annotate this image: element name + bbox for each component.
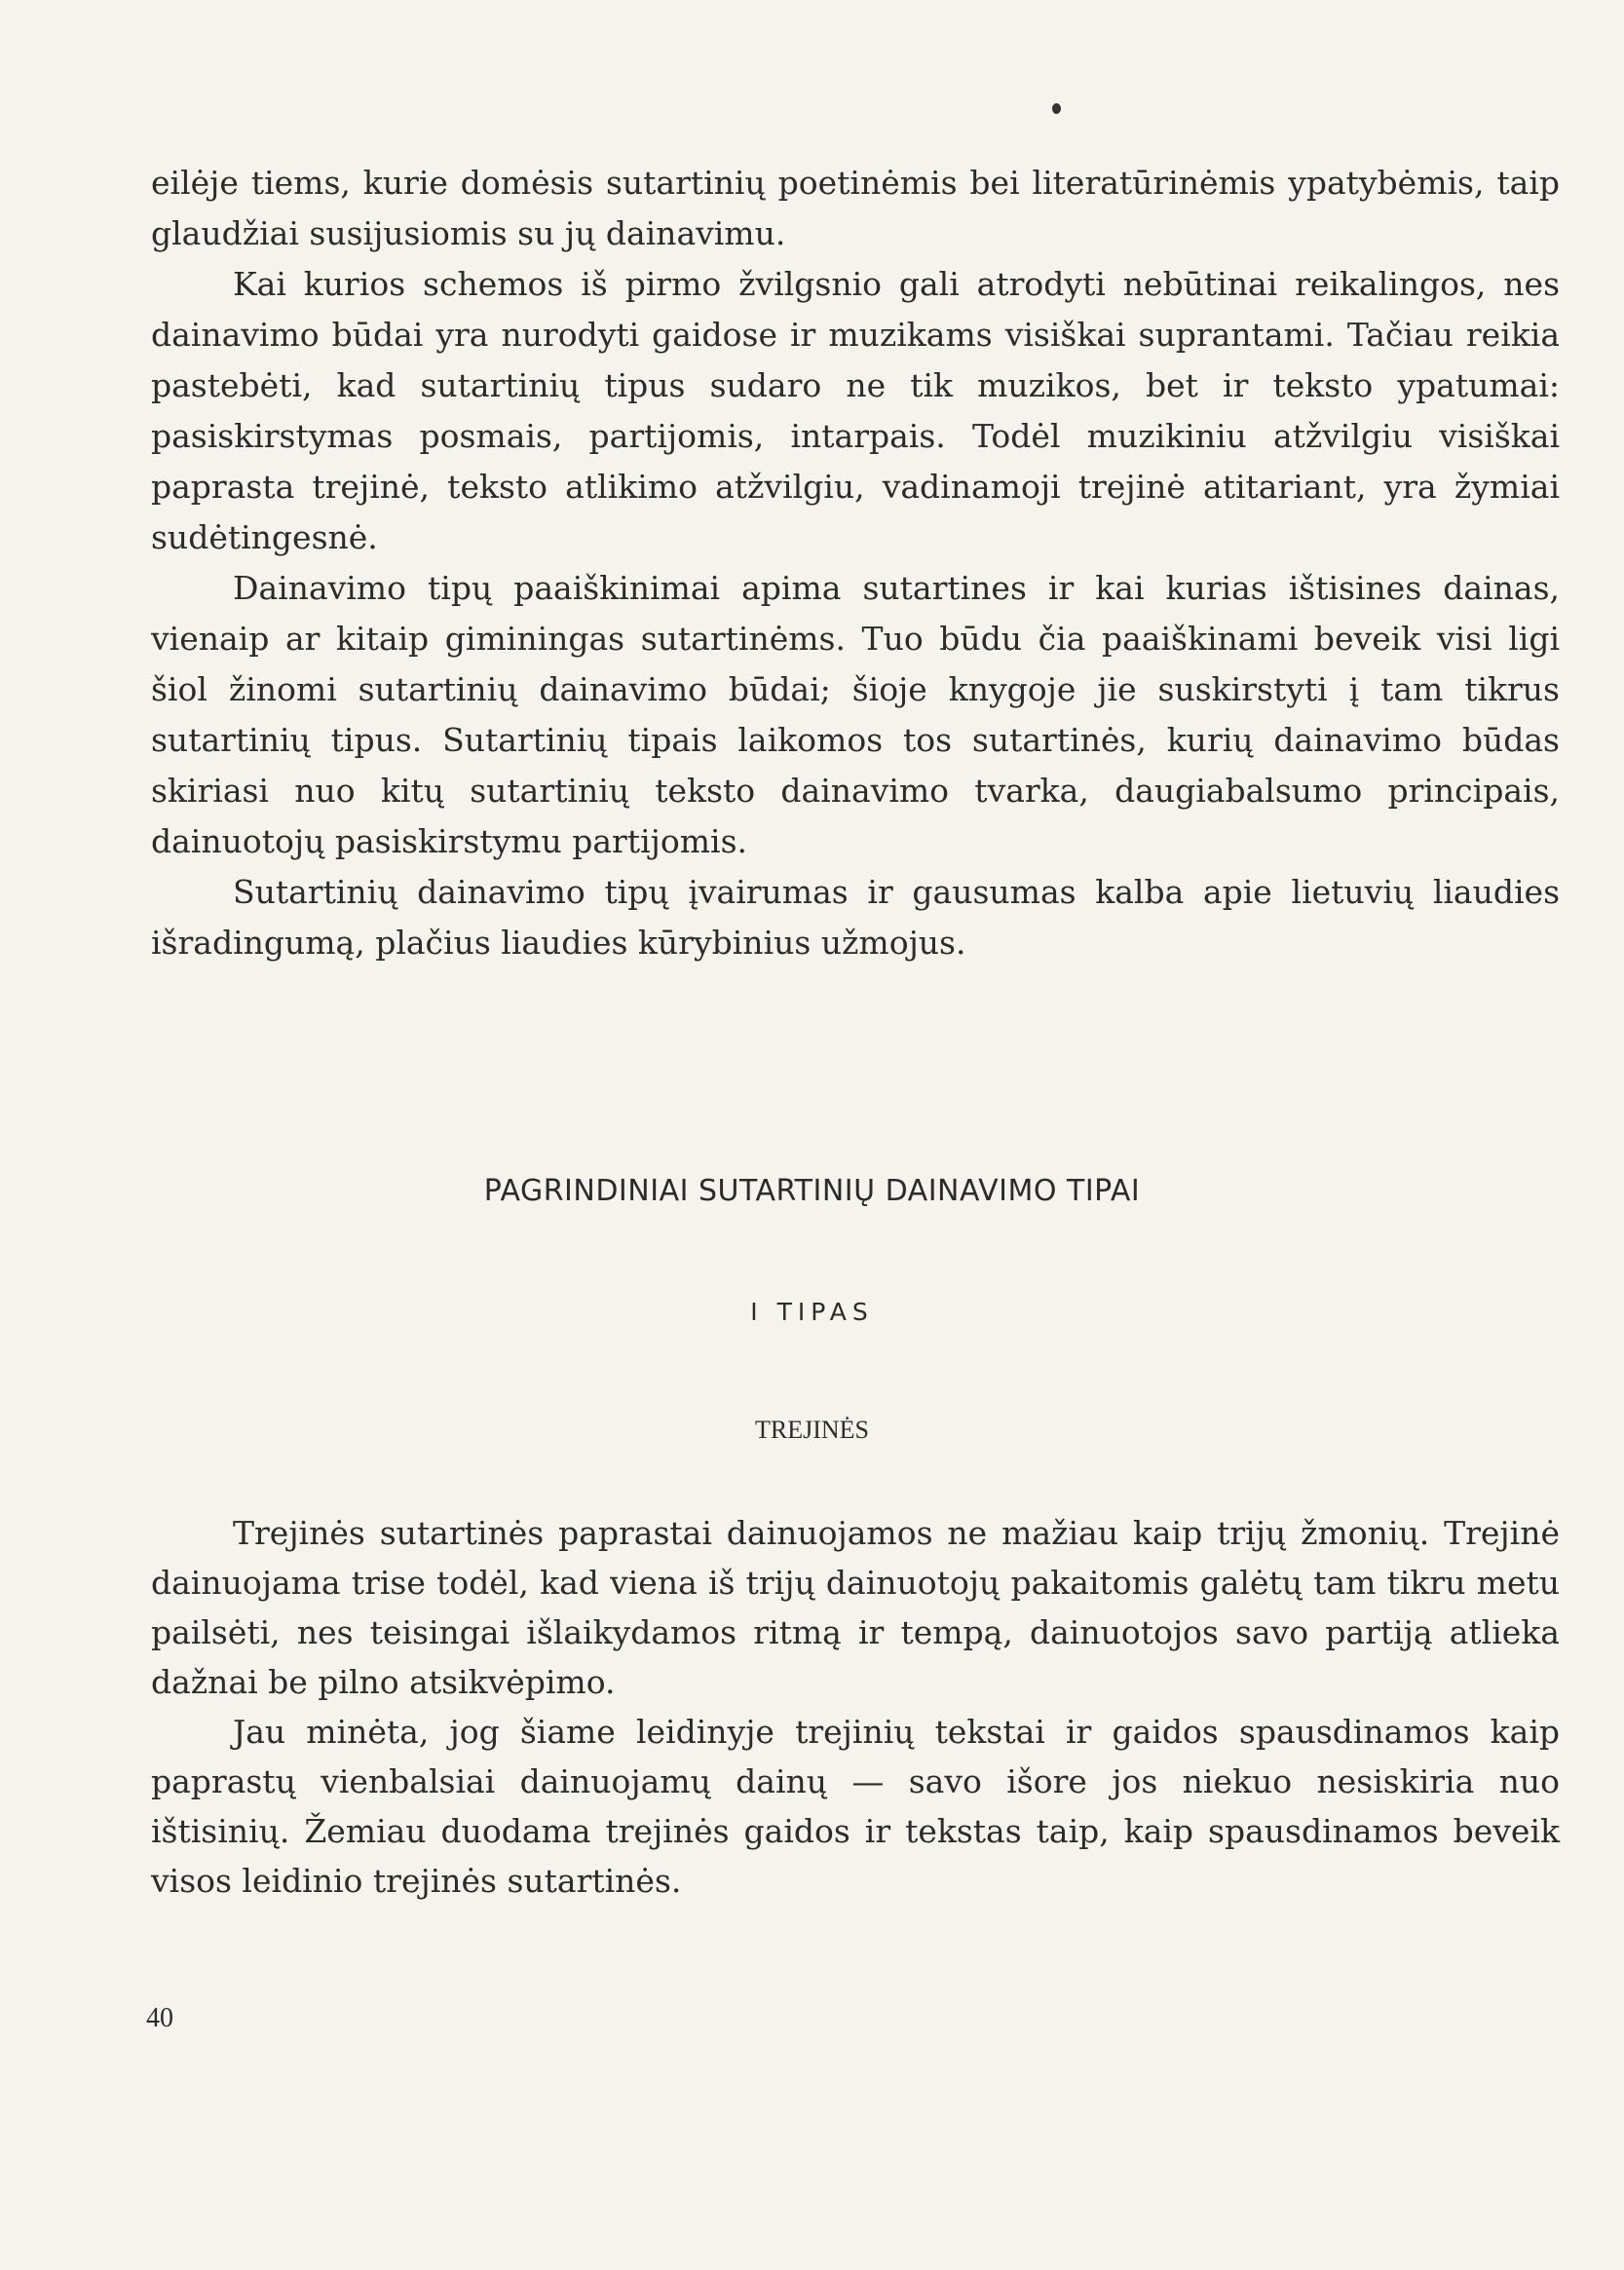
subsection-title: I TIPAS	[750, 1298, 874, 1326]
intro-paragraph-continued: eilėje tiems, kurie domėsis sutartinių poetinėmis bei literatūrinėmis ypatybėmis, taip glaudžiai susijusiomis su jų dainavimu.	[151, 164, 1560, 252]
intro-paragraph: Kai kurios schemos iš pirmo žvilgsnio gali atrodyti nebūtinai reikalingos, nes dainavimo būdai yra nurodyti gaidose ir muzikams visiškai suprantami. Tačiau reikia pastebėti, kad sutartinių tipus sudaro ne tik muzikos, bet ir teksto ypatumai: pasiskirstymas posmais, partijomis, intarpais. Todėl muzikiniu atžvilgiu visiškai paprasta trejinė, teksto atlikimo atžvilgiu, vadinamoji trejinė atitariant, yra žymiai sudėtingesnė.	[151, 265, 1560, 556]
print-speck	[1052, 103, 1061, 114]
body-paragraph: Jau minėta, jog šiame leidinyje trejinių tekstai ir gaidos spausdinamos kaip paprastų vienbalsiai dainuojamų dainų — savo išore jos niekuo nesiskiria nuo ištisinių. Žemiau duodama trejinės gaidos ir tekstas taip, kaip spausdinamos beveik visos leidinio trejinės sutartinės.	[151, 1713, 1560, 1900]
intro-paragraph: Sutartinių dainavimo tipų įvairumas ir gausumas kalba apie lietuvių liaudies išradingumą, plačius liaudies kūrybinius užmojus.	[151, 873, 1560, 962]
intro-paragraph: Dainavimo tipų paaiškinimai apima sutartines ir kai kurias ištisines dainas, vienaip ar kitaip giminingas sutartinėms. Tuo būdu čia paaiškinami beveik visi ligi šiol žinomi sutartinių dainavimo būdai; šioje knygoje jie suskirstyti į tam tikrus sutartinių tipus. Sutartinių tipais laikomos tos sutartinės, kurių dainavimo būdas skiriasi nuo kitų sutartinių teksto dainavimo tvarka, daugiabalsumo principais, dainuotojų pasiskirstymu partijomis.	[151, 569, 1560, 860]
body-text-block	[151, 1508, 1560, 1906]
type-title: TREJINĖS	[755, 1416, 869, 1444]
section-title: PAGRINDINIAI SUTARTINIŲ DAINAVIMO TIPAI	[483, 1174, 1141, 1208]
body-paragraph: Trejinės sutartinės paprastai dainuojamos ne mažiau kaip trijų žmonių. Trejinė dainuojama trise todėl, kad viena iš trijų dainuotojų pakaitomis galėtų tam tikru metu pailsėti, nes teisingai išlaikydamos ritmą ir tempą, dainuotojos savo partiją atlieka dažnai be pilno atsikvėpimo.	[151, 1514, 1560, 1701]
intro-text-block	[151, 158, 1560, 968]
page-number: 40	[146, 2003, 173, 2033]
